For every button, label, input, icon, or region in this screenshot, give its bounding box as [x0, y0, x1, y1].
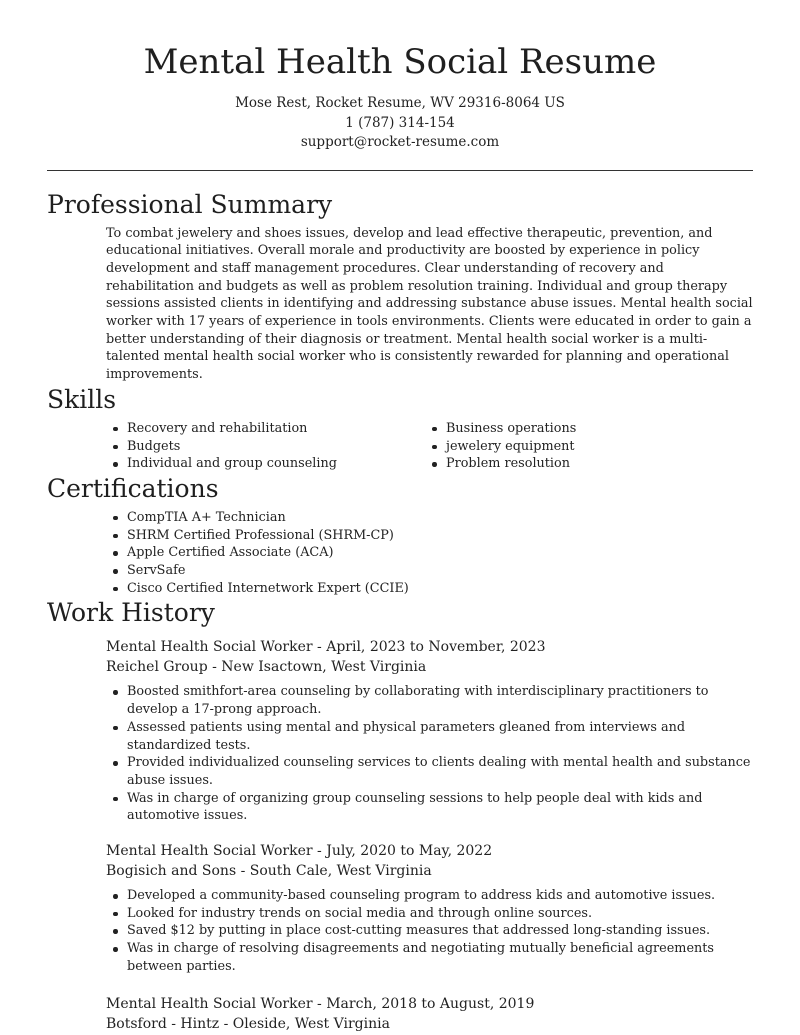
job-title-line: Mental Health Social Worker - March, 2018 to August, 2019 [106, 995, 535, 1012]
certifications-heading: Certifications [47, 473, 219, 503]
job-bullets [106, 683, 753, 825]
certification-item: SHRM Certified Professional (SHRM-CP) [106, 527, 753, 545]
job-bullet: Was in charge of organizing group counseling sessions to help people deal with kids and automotive issues. [106, 790, 753, 825]
job-entry [0, 637, 800, 825]
job-company-line: Botsford - Hintz - Oleside, West Virginia [106, 1015, 390, 1032]
contact-phone: 1 (787) 314-154 [345, 114, 455, 131]
skill-item: Problem resolution [425, 455, 744, 473]
job-bullet: Boosted smithfort-area counseling by collaborating with interdisciplinary practitioners to develop a 17-prong approach. [106, 683, 753, 718]
job-bullet: Assessed patients using mental and physical parameters gleaned from interviews and standardized tests. [106, 719, 753, 754]
job-bullets [106, 887, 753, 976]
contact-email: support@rocket-resume.com [300, 134, 500, 150]
job-company-line: Reichel Group - New Isactown, West Virginia [106, 659, 427, 676]
job-bullet: Looked for industry trends on social media and through online sources. [106, 905, 753, 923]
skill-item: jewelery equipment [425, 438, 744, 456]
header-divider [47, 170, 753, 171]
job-bullet: Saved $12 by putting in place cost-cutting measures that addressed long-standing issues. [106, 922, 753, 940]
summary-heading: Professional Summary [47, 189, 333, 219]
job-bullet: Developed a community-based counseling program to address kids and automotive issues. [106, 887, 753, 905]
job-bullet: Was in charge of resolving disagreements and negotiating mutually beneficial agreements between parties. [106, 940, 753, 975]
skill-item: Budgets [106, 438, 425, 456]
job-company-line: Bogisich and Sons - South Cale, West Virginia [106, 863, 432, 880]
certifications-list [106, 509, 753, 598]
skills-list [106, 420, 753, 473]
summary-text: To combat jewelery and shoes issues, develop and lead effective therapeutic, prevention, and educational initiatives. Overall morale and productivity are boosted by experience in policy development and staff management procedures. Clear understanding of recovery and rehabilitation and budgets as well as problem resolution training. Individual and group therapy sessions assisted clients in identifying and addressing substance abuse issues. Mental health social worker with 17 years of experience in tools environments. Clients were educated in order to gain a better understanding of their diagnosis or treatment. Mental health social worker is a multi-talented mental health social worker who is consistently rewarded for planning and operational improvements. [106, 225, 753, 383]
skill-item: Business operations [425, 420, 744, 438]
skill-item: Individual and group counseling [106, 455, 425, 473]
job-entry [0, 994, 800, 1034]
certification-item: CompTIA A+ Technician [106, 509, 753, 527]
job-title-line: Mental Health Social Worker - April, 2023 to November, 2023 [106, 639, 546, 656]
contact-block [0, 94, 800, 153]
resume-title: Mental Health Social Resume [143, 42, 657, 82]
certification-item: Cisco Certified Internetwork Expert (CCIE) [106, 580, 753, 598]
contact-address: Mose Rest, Rocket Resume, WV 29316-8064 US [235, 95, 565, 111]
certification-item: Apple Certified Associate (ACA) [106, 544, 753, 562]
job-bullet: Provided individualized counseling services to clients dealing with mental health and substance abuse issues. [106, 754, 753, 789]
skills-column-right [425, 420, 744, 473]
skills-column-left [106, 420, 425, 473]
job-entry [0, 841, 800, 976]
certification-item: ServSafe [106, 562, 753, 580]
skill-item: Recovery and rehabilitation [106, 420, 425, 438]
job-title-line: Mental Health Social Worker - July, 2020 to May, 2022 [106, 843, 493, 860]
skills-heading: Skills [47, 384, 117, 414]
work-history-heading: Work History [47, 598, 215, 628]
